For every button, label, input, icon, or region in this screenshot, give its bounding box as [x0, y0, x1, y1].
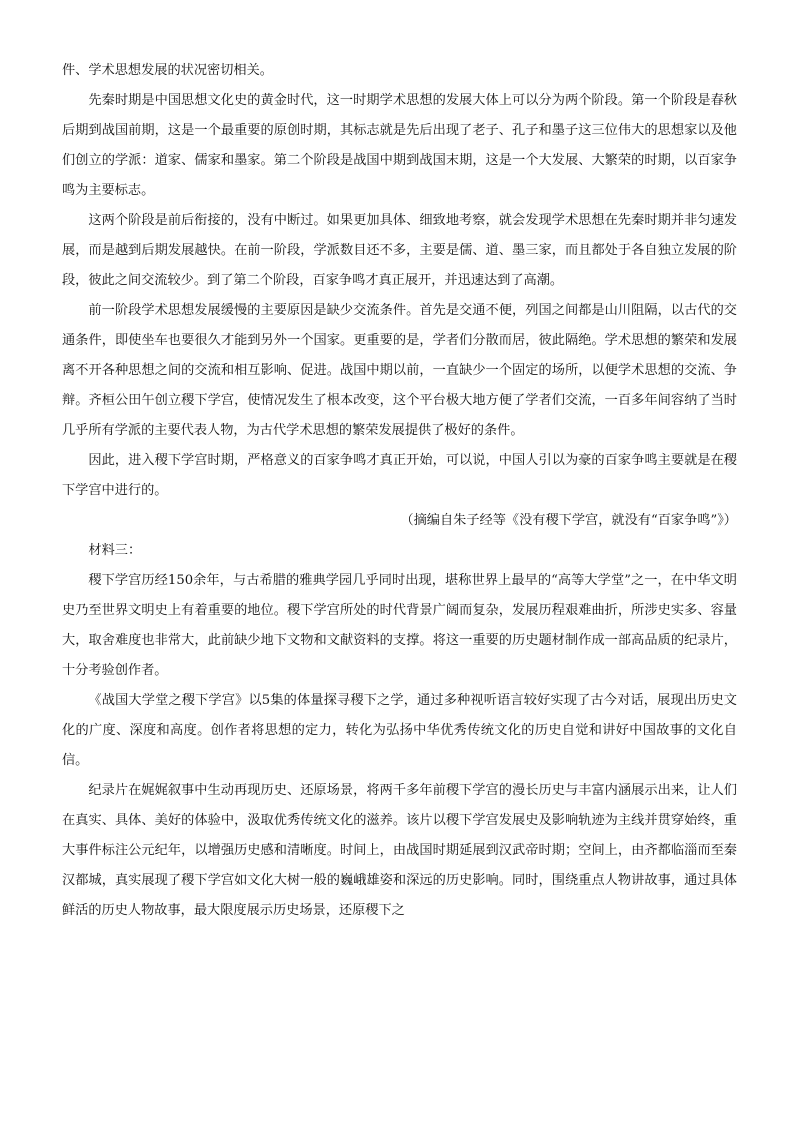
paragraph-continuation: 件、学术思想发展的状况密切相关。	[62, 63, 273, 78]
document-page	[62, 56, 737, 926]
source-citation: （摘编自朱子经等《没有稷下学宫，就没有“百家争鸣”》）	[400, 513, 737, 528]
paragraph-jixia-history: 稷下学宫历经150余年，与古希腊的雅典学园几乎同时出现，堪称世界上最早的“高等大学堂”之一，在中华文明史乃至世界文明史上有着重要的地位。稷下学宫所处的时代背景广阔而复杂，发展历程艰难曲折，所涉史实多、容量大，取舍难度也非常大，此前缺少地下文物和文献资料的支撑。将这一重要的历史题材制作成一部高品质的纪录片，十分考验创作者。	[62, 573, 737, 678]
paragraph-conclusion: 因此，进入稷下学宫时期，严格意义的百家争鸣才真正开始，可以说，中国人引以为豪的百家争鸣主要就是在稷下学宫中进行的。	[62, 453, 737, 498]
paragraph-pre-qin-stages: 先秦时期是中国思想文化史的黄金时代，这一时期学术思想的发展大体上可以分为两个阶段。第一个阶段是春秋后期到战国前期，这是一个最重要的原创时期，其标志就是先后出现了老子、孔子和墨子这三位伟大的思想家以及他们创立的学派：道家、儒家和墨家。第二个阶段是战国中期到战国末期，这是一个大发展、大繁荣的时期，以百家争鸣为主要标志。	[62, 93, 737, 198]
paragraph-exchange-conditions: 前一阶段学术思想发展缓慢的主要原因是缺少交流条件。首先是交通不便，列国之间都是山川阻隔，以古代的交通条件，即使坐车也要很久才能到另外一个国家。更重要的是，学者们分散而居，彼此隔绝。学术思想的繁荣和发展离不开各种思想之间的交流和相互影响、促进。战国中期以前，一直缺少一个固定的场所，以便学术思想的交流、争辩。齐桓公田午创立稷下学宫，使情况发生了根本改变，这个平台极大地方便了学者们交流，一百多年间容纳了当时几乎所有学派的主要代表人物，为古代学术思想的繁荣发展提供了极好的条件。	[62, 303, 737, 438]
material-label: 材料三：	[88, 543, 142, 558]
paragraph-documentary-details: 纪录片在娓娓叙事中生动再现历史、还原场景，将两千多年前稷下学宫的漫长历史与丰富内涵展示出来，让人们在真实、具体、美好的体验中，汲取优秀传统文化的滋养。该片以稷下学宫发展史及影响轨迹为主线并贯穿始终，重大事件标注公元纪年，以增强历史感和清晰度。时间上，由战国时期延展到汉武帝时期；空间上，由齐都临淄而至秦汉都城，真实展现了稷下学宫如文化大树一般的巍峨雄姿和深远的历史影响。同时，围绕重点人物讲故事，通过具体鲜活的历史人物故事，最大限度展示历史场景，还原稷下之	[62, 783, 737, 918]
paragraph-documentary-intro: 《战国大学堂之稷下学宫》以5集的体量探寻稷下之学，通过多种视听语言较好实现了古今对话，展现出历史文化的广度、深度和高度。创作者将思想的定力，转化为弘扬中华优秀传统文化的历史自觉和讲好中国故事的文化自信。	[62, 693, 737, 768]
paragraph-two-stages: 这两个阶段是前后衔接的，没有中断过。如果更加具体、细致地考察，就会发现学术思想在先秦时期并非匀速发展，而是越到后期发展越快。在前一阶段，学派数目还不多，主要是儒、道、墨三家，而且都处于各自独立发展的阶段，彼此之间交流较少。到了第二个阶段，百家争鸣才真正展开，并迅速达到了高潮。	[62, 213, 737, 288]
